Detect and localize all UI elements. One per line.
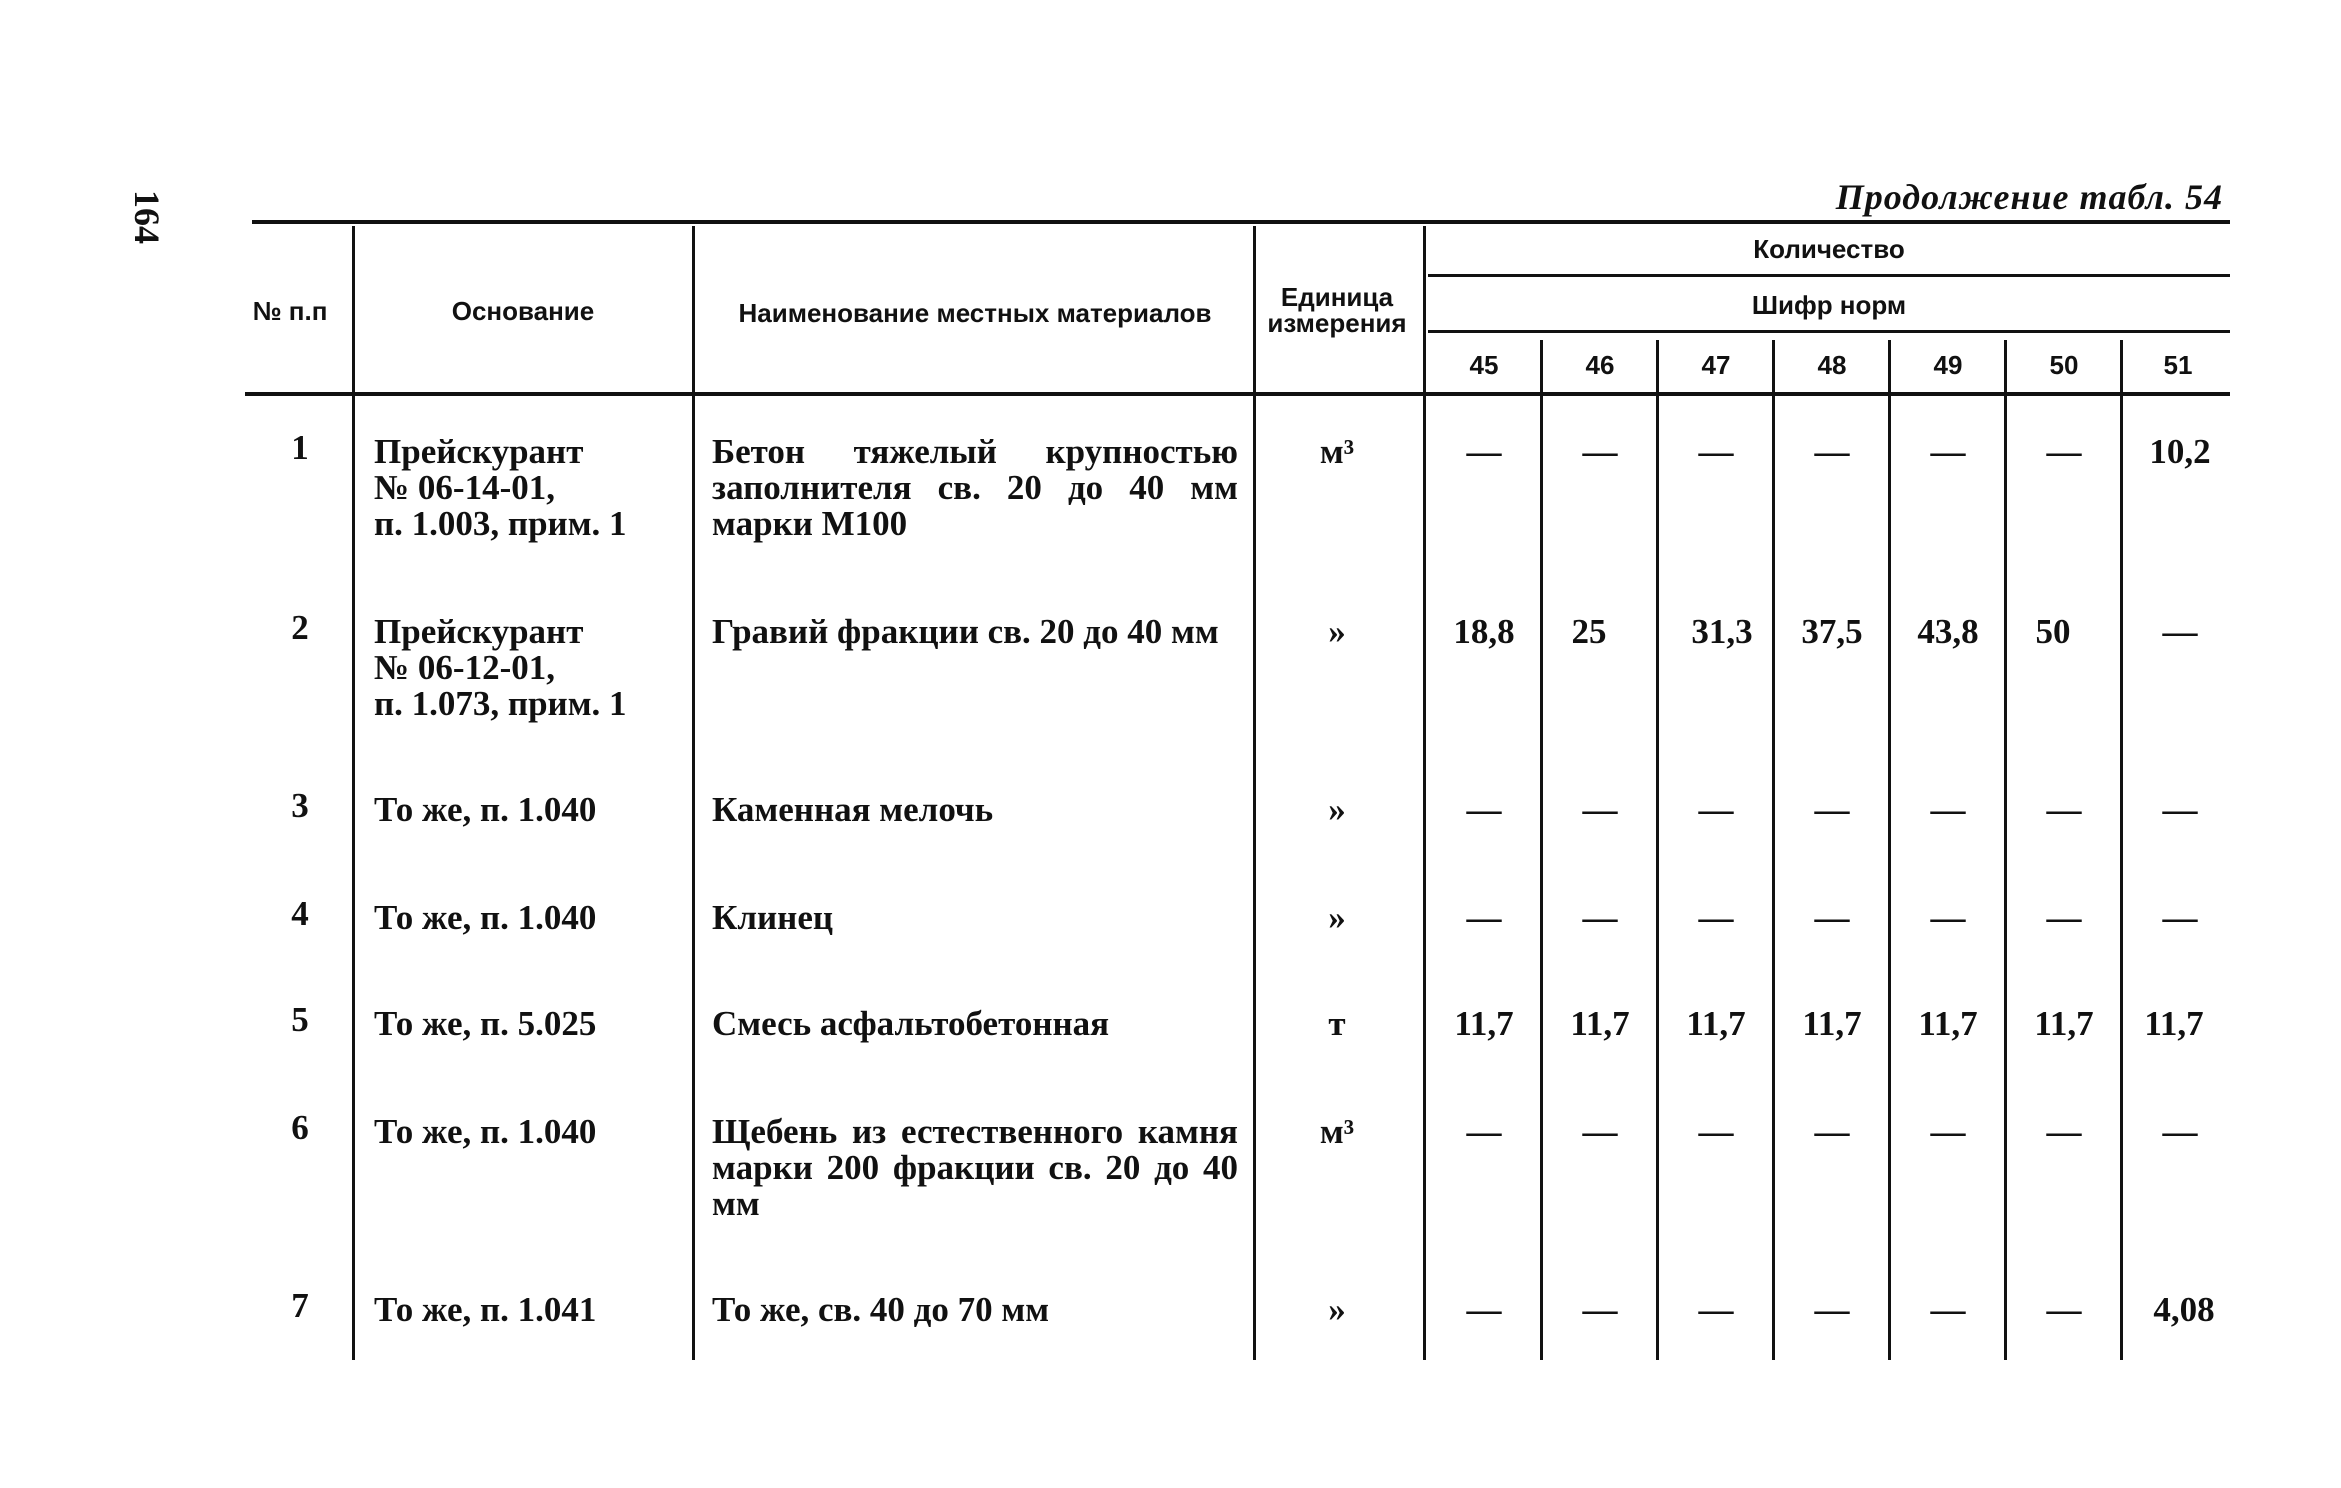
row-value: 11,7: [1570, 1004, 1630, 1043]
header-name: Наименование местных материалов: [738, 298, 1212, 328]
row-value: —: [1814, 432, 1850, 471]
row-value: 11,7: [1454, 1004, 1514, 1043]
row-value: —: [1466, 790, 1502, 829]
column-separator: [1423, 226, 1426, 1360]
row-basis: Прейскурант № 06-14-01, п. 1.003, прим. 1: [374, 432, 627, 543]
row-value: 4,08: [2153, 1290, 2215, 1329]
page-number: 164: [127, 190, 167, 244]
row-value: 50: [2035, 612, 2071, 651]
column-separator: [352, 226, 355, 1360]
row-basis: То же, п. 5.025: [374, 1004, 597, 1043]
column-separator: [1772, 340, 1775, 1360]
row-value: —: [1814, 1290, 1850, 1329]
row-unit: т: [1328, 1004, 1346, 1043]
row-value: —: [1814, 790, 1850, 829]
row-value: —: [1930, 1112, 1966, 1151]
table-top-rule: [252, 220, 2230, 224]
row-value: —: [2046, 432, 2082, 471]
row-basis: То же, п. 1.040: [374, 790, 597, 829]
row-value: 37,5: [1801, 612, 1863, 651]
row-value: 43,8: [1917, 612, 1979, 651]
row-unit: »: [1328, 612, 1346, 651]
row-material: Гравий фракции св. 20 до 40 мм: [712, 612, 1219, 651]
header-code: 46: [1585, 350, 1615, 380]
row-basis: То же, п. 1.041: [374, 1290, 597, 1329]
row-material: Клинец: [712, 898, 834, 937]
row-value: 11,7: [2034, 1004, 2094, 1043]
row-unit: »: [1328, 790, 1346, 829]
row-number: 3: [291, 786, 309, 825]
row-number: 1: [291, 428, 309, 467]
row-value: —: [2162, 1112, 2198, 1151]
row-value: —: [1930, 432, 1966, 471]
header-quantity: Количество: [1753, 234, 1905, 264]
table-caption: Продолжение табл. 54: [1835, 177, 2223, 217]
row-unit: »: [1328, 898, 1346, 937]
row-basis: Прейскурант № 06-12-01, п. 1.073, прим. 1: [374, 612, 627, 723]
row-value: —: [1814, 898, 1850, 937]
row-value: 11,7: [1802, 1004, 1862, 1043]
row-value: —: [1582, 1112, 1618, 1151]
header-basis: Основание: [451, 296, 595, 326]
header-code: 51: [2163, 350, 2193, 380]
row-number: 4: [291, 894, 309, 933]
row-value: —: [1698, 432, 1734, 471]
row-unit: м³: [1319, 1112, 1355, 1151]
header-code: 48: [1817, 350, 1847, 380]
row-value: —: [1582, 1290, 1618, 1329]
row-value: —: [2046, 1290, 2082, 1329]
header-num: № п.п: [252, 296, 328, 326]
row-value: —: [1466, 898, 1502, 937]
row-basis: То же, п. 1.040: [374, 1112, 597, 1151]
header-code: 49: [1933, 350, 1963, 380]
row-value: 18,8: [1453, 612, 1515, 651]
row-value: —: [1582, 898, 1618, 937]
row-value: —: [1930, 1290, 1966, 1329]
row-value: —: [1698, 898, 1734, 937]
row-value: 11,7: [1918, 1004, 1978, 1043]
row-value: —: [1698, 1290, 1734, 1329]
row-material: То же, св. 40 до 70 мм: [712, 1290, 1050, 1329]
row-basis: То же, п. 1.040: [374, 898, 597, 937]
row-material: Каменная мелочь: [712, 790, 994, 829]
row-value: —: [1466, 1290, 1502, 1329]
header-norm-code: Шифр норм: [1751, 290, 1907, 320]
row-value: 31,3: [1691, 612, 1753, 651]
row-value: —: [2046, 898, 2082, 937]
column-separator: [2004, 340, 2007, 1360]
row-value: 11,7: [1686, 1004, 1746, 1043]
row-unit: »: [1328, 1290, 1346, 1329]
row-value: —: [2046, 790, 2082, 829]
row-number: 6: [291, 1108, 309, 1147]
row-value: —: [1466, 1112, 1502, 1151]
row-number: 7: [291, 1286, 309, 1325]
row-number: 5: [291, 1000, 309, 1039]
row-value: —: [1466, 432, 1502, 471]
row-value: 25: [1571, 612, 1607, 651]
column-separator: [2120, 340, 2123, 1360]
row-material: Щебень из естественного камня марки 200 фракции св. 20 до 40 мм: [712, 1112, 1238, 1223]
row-value: 11,7: [2144, 1004, 2204, 1043]
row-value: —: [1930, 790, 1966, 829]
header-bottom-rule: [245, 392, 2230, 396]
row-value: —: [1582, 432, 1618, 471]
row-value: —: [2162, 790, 2198, 829]
row-value: —: [1582, 790, 1618, 829]
column-separator: [1656, 340, 1659, 1360]
quantity-rule: [1428, 274, 2230, 277]
row-value: —: [1930, 898, 1966, 937]
column-separator: [1540, 340, 1543, 1360]
row-number: 2: [291, 608, 309, 647]
row-value: —: [1698, 1112, 1734, 1151]
norm-code-rule: [1428, 330, 2230, 333]
header-unit: Единица измерения: [1267, 282, 1407, 338]
column-separator: [692, 226, 695, 1360]
column-separator: [1888, 340, 1891, 1360]
row-value: —: [1698, 790, 1734, 829]
header-code: 45: [1469, 350, 1499, 380]
row-value: —: [2162, 898, 2198, 937]
header-code: 47: [1701, 350, 1731, 380]
row-value: —: [2046, 1112, 2082, 1151]
row-value: —: [1814, 1112, 1850, 1151]
row-value: 10,2: [2149, 432, 2211, 471]
row-material: Бетон тяжелый крупностью заполнителя св. 20 до 40 мм марки М100: [712, 432, 1238, 543]
header-code: 50: [2049, 350, 2079, 380]
row-material: Смесь асфальтобетонная: [712, 1004, 1110, 1043]
row-unit: м³: [1319, 432, 1355, 471]
column-separator: [1253, 226, 1256, 1360]
row-value: —: [2162, 612, 2198, 651]
